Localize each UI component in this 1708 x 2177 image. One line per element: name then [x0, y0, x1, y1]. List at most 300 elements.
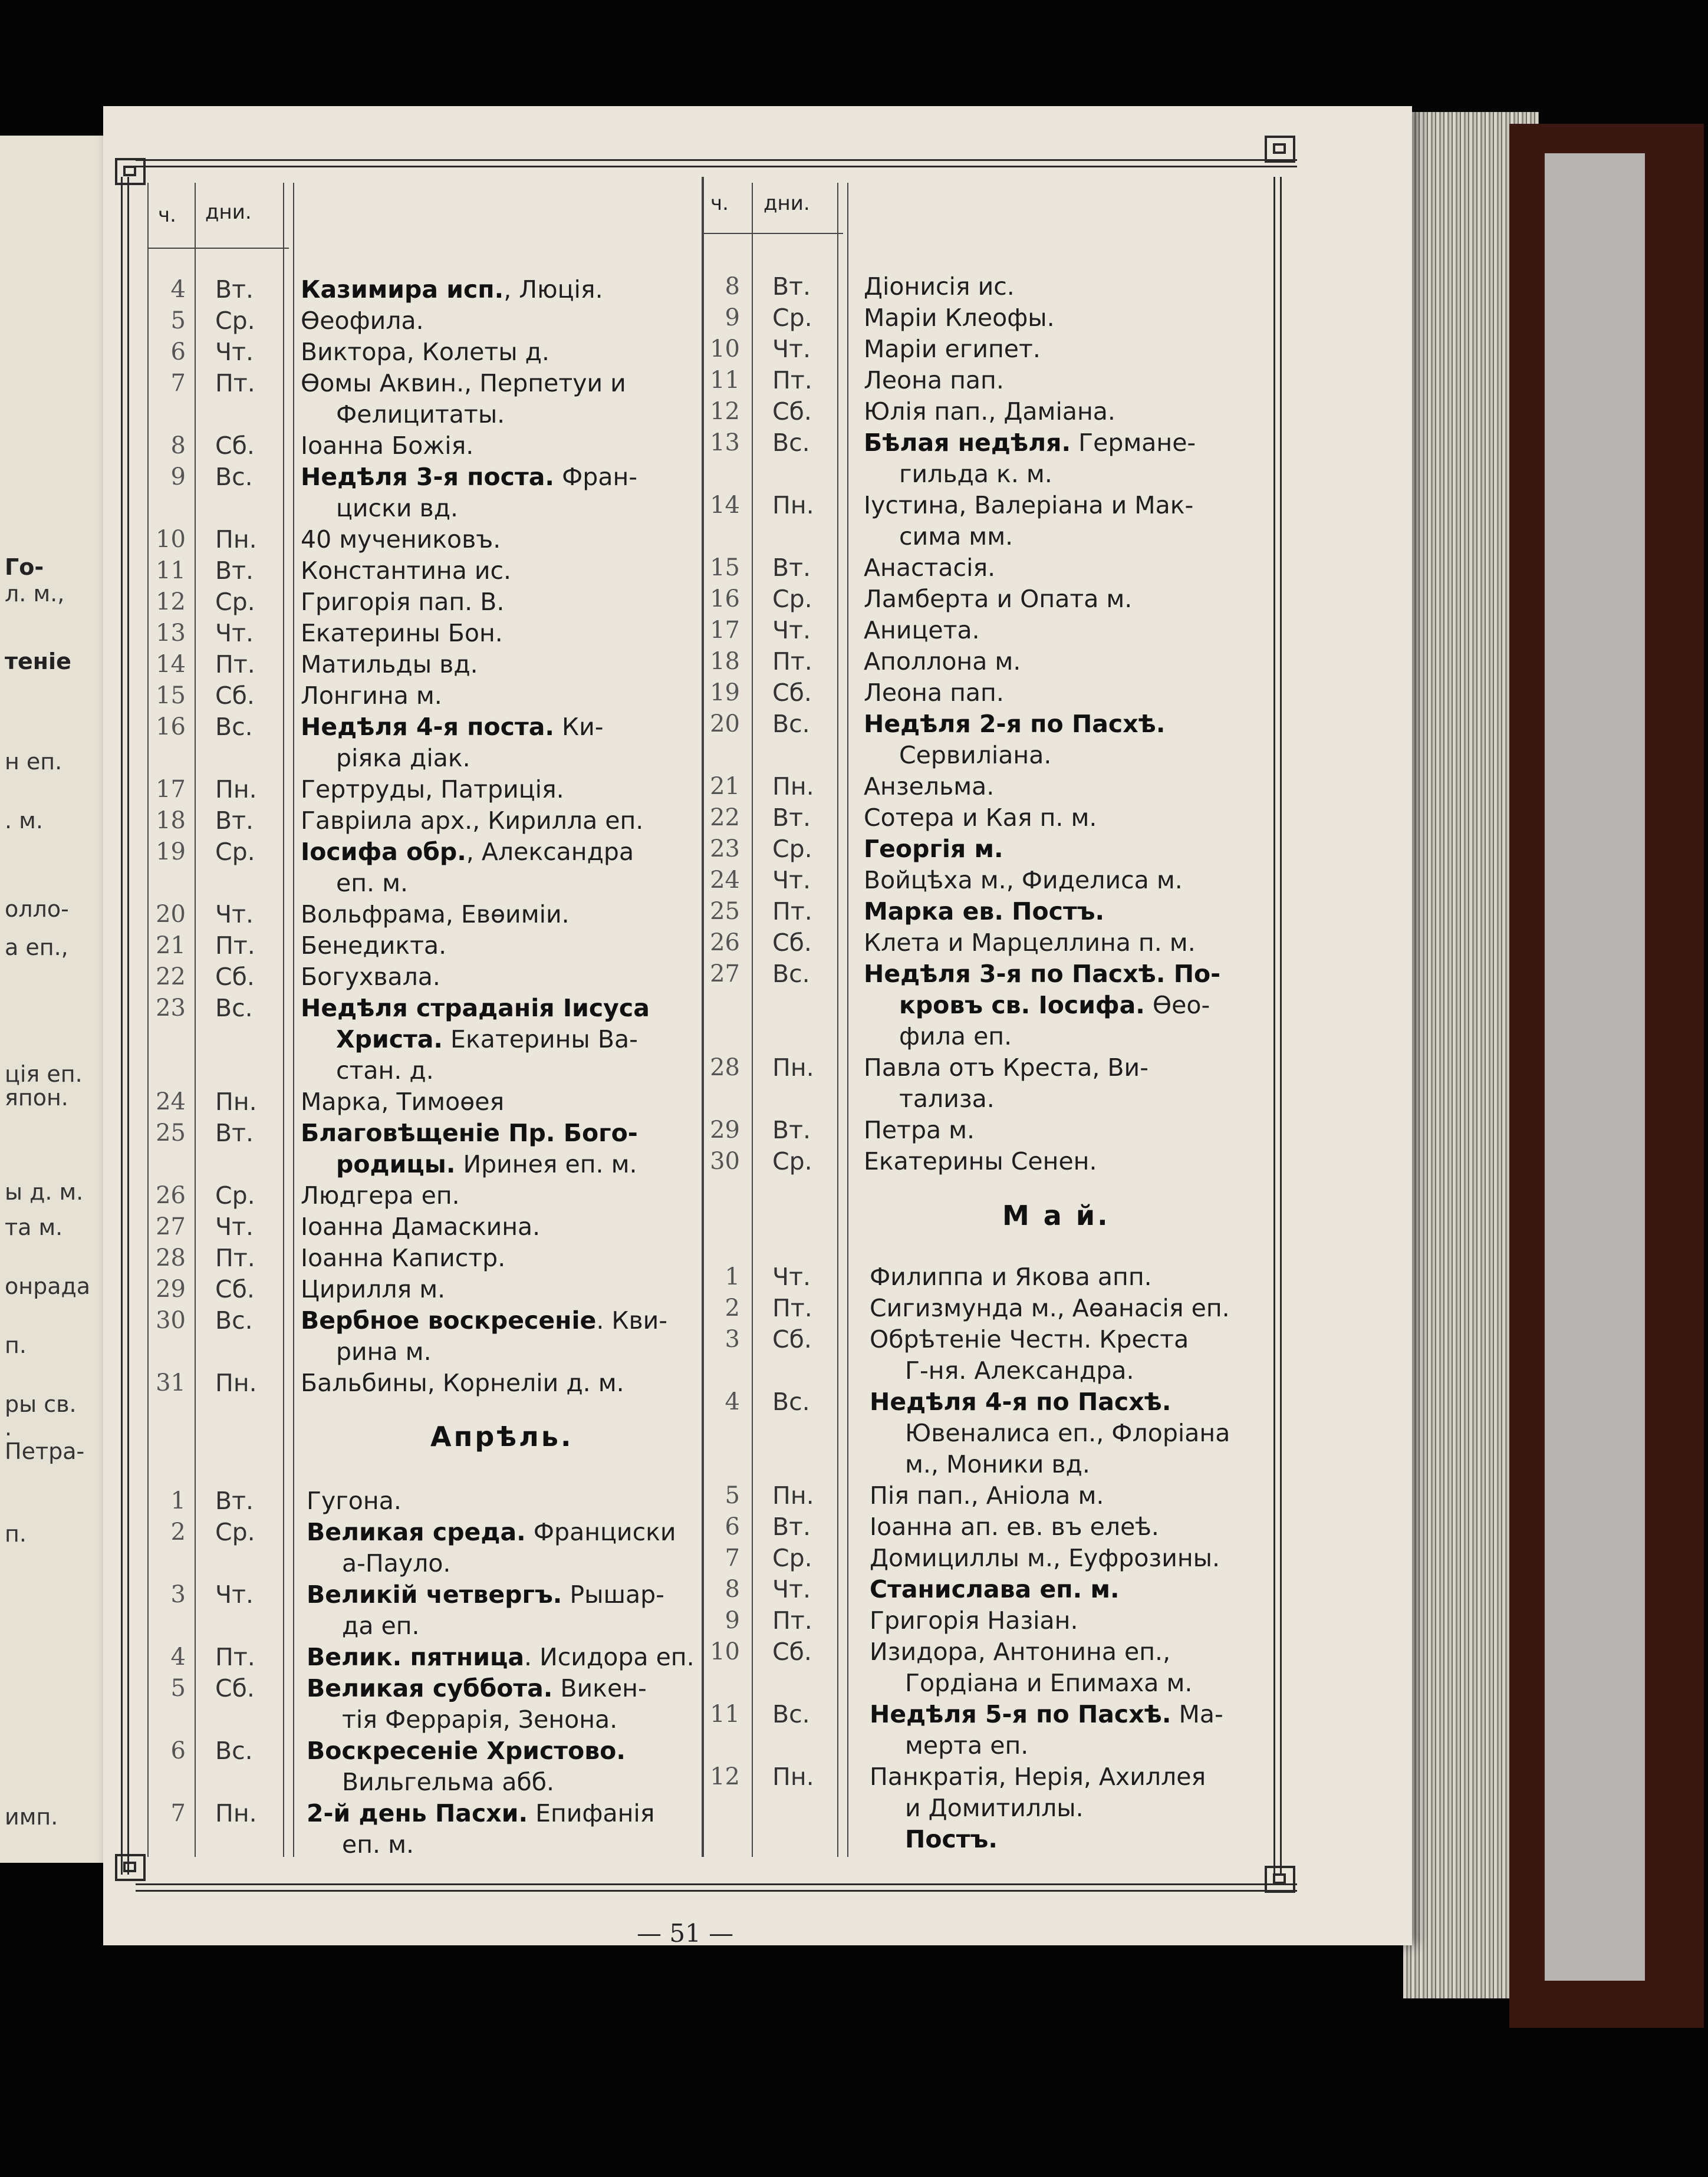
saint-name: еп. м. — [342, 1830, 414, 1859]
day-number: 4 — [170, 276, 186, 303]
saint-name: Ламберта и Опата м. — [864, 585, 1133, 613]
weekday: Вт. — [772, 1513, 811, 1541]
weekday: Сб. — [215, 681, 255, 710]
saint-name: Вольфрама, Евѳиміи. — [301, 900, 570, 928]
saint-name: Домициллы м., Еуфрозины. — [870, 1544, 1220, 1572]
saint-name: Анзельма. — [864, 772, 995, 801]
weekday: Пт. — [772, 1294, 812, 1322]
weekday: Пн. — [215, 1369, 257, 1397]
weekday: Ср. — [772, 304, 812, 332]
day-number: 8 — [170, 432, 186, 459]
feast-name-bold: Христа. — [336, 1025, 443, 1053]
saint-name: Леона пап. — [864, 366, 1004, 394]
saint-names — [307, 1486, 402, 1516]
weekday: Вс. — [215, 1306, 253, 1335]
saint-name: еп. м. — [336, 869, 409, 897]
weekday: Ср. — [215, 588, 255, 616]
saint-name: Юлія пап., Даміана. — [864, 397, 1115, 426]
saint-names — [307, 1798, 654, 1829]
corner-ornament-top-left — [115, 158, 146, 185]
saint-names — [301, 274, 603, 305]
cover-endpaper — [1545, 153, 1645, 1981]
day-number: 22 — [710, 804, 740, 831]
saint-name: Анастасія. — [864, 554, 996, 582]
saint-names — [864, 709, 1165, 739]
saint-names — [864, 615, 980, 645]
saint-name: Ѳомы Аквин., Перпетуи и — [301, 369, 626, 397]
saint-names — [301, 1243, 505, 1273]
saint-name: сима мм. — [899, 522, 1013, 551]
day-number: 30 — [710, 1148, 740, 1175]
facing-page-text-fragment: онрада — [5, 1273, 91, 1299]
day-number: 2 — [725, 1295, 740, 1322]
day-number: 18 — [710, 648, 740, 675]
saint-name: Гертруды, Патриція. — [301, 775, 564, 803]
day-number: 6 — [170, 1737, 186, 1764]
saint-names — [301, 555, 511, 586]
day-number: 8 — [725, 1576, 740, 1603]
saint-name: Ѳеофила. — [301, 307, 424, 335]
weekday: Ср. — [215, 1181, 255, 1210]
saint-name: Цирилля м. — [301, 1275, 446, 1303]
facing-page-text-fragment: ція еп. — [5, 1061, 83, 1087]
saint-names — [864, 927, 1196, 958]
corner-ornament-top-right — [1265, 136, 1295, 163]
facing-page-text-fragment: п. — [5, 1521, 27, 1547]
day-number: 9 — [170, 463, 186, 490]
saint-names — [307, 1673, 647, 1704]
saint-name: Бальбины, Корнеліи д. м. — [301, 1369, 624, 1397]
saint-name: тія Феррарія, Зенона. — [342, 1705, 618, 1734]
saint-name: Іоанна ап. ев. въ елеѣ. — [870, 1513, 1159, 1541]
column-rule — [752, 183, 753, 1857]
frame-bottom-border — [136, 1883, 1297, 1892]
calendar-page — [103, 106, 1412, 1945]
facing-page-text-fragment: олло- — [5, 896, 69, 922]
weekday: Сб. — [215, 432, 255, 460]
feast-name-bold: Марка ев. Постъ. — [864, 897, 1105, 926]
saint-names — [864, 365, 1004, 396]
saint-names — [864, 584, 1132, 614]
saint-names-continued — [899, 990, 1210, 1020]
saint-name: Екатерины Бон. — [301, 619, 503, 647]
saint-names — [301, 961, 440, 992]
header-rule — [702, 233, 843, 234]
weekday: Ср. — [215, 838, 255, 866]
saint-names — [301, 430, 473, 461]
saint-names-continued — [336, 1024, 638, 1055]
day-number: 28 — [710, 1054, 740, 1081]
saint-name: и Домитиллы. — [905, 1794, 1084, 1822]
day-number: 6 — [170, 338, 186, 365]
saint-name: циски вд. — [336, 494, 459, 522]
day-number: 11 — [710, 1701, 740, 1728]
saint-name: Маріи Клеофы. — [864, 304, 1055, 332]
day-number: 12 — [710, 398, 740, 425]
day-number: 20 — [156, 901, 186, 928]
saint-name: Ма- — [1171, 1700, 1223, 1728]
saint-name: стан. д. — [336, 1056, 434, 1085]
day-number: 22 — [156, 963, 186, 990]
weekday: Ср. — [772, 1544, 812, 1572]
weekday: Пт. — [215, 931, 255, 960]
saint-names — [301, 774, 564, 805]
weekday: Пн. — [772, 1053, 814, 1082]
saint-names-continued — [336, 1336, 432, 1367]
weekday: Ср. — [772, 585, 812, 613]
feast-name-bold: родицы. — [336, 1150, 456, 1178]
weekday: Пт. — [215, 369, 255, 397]
day-number: 6 — [725, 1513, 740, 1540]
day-number: 31 — [156, 1369, 186, 1397]
facing-page-text-fragment: ры св. — [5, 1391, 77, 1417]
weekday: Сб. — [772, 1325, 812, 1353]
day-number: 7 — [725, 1544, 740, 1572]
saint-names — [870, 1386, 1171, 1417]
saint-name: Екатерины Ва- — [443, 1025, 638, 1053]
saint-names — [864, 959, 1220, 989]
frame-top-border — [136, 159, 1297, 167]
feast-name-bold: Казимира исп. — [301, 275, 504, 304]
feast-name-bold: Георгія м. — [864, 835, 1003, 863]
saint-names-continued — [336, 399, 505, 430]
saint-name: , Александра — [466, 838, 634, 866]
weekday: Пн. — [772, 491, 814, 519]
day-number: 26 — [156, 1182, 186, 1209]
saint-names-continued — [336, 1055, 434, 1086]
saint-names-continued — [905, 1355, 1134, 1386]
frame-right-border — [1273, 177, 1282, 1875]
day-number: 4 — [170, 1644, 186, 1671]
saint-names-continued — [905, 1824, 998, 1855]
feast-name-bold: Іосифа обр. — [301, 838, 466, 866]
saint-name: Діонисія ис. — [864, 272, 1015, 301]
feast-name-bold: Великій четвергъ. — [307, 1580, 562, 1609]
weekday: Чт. — [772, 1575, 811, 1603]
saint-name: мерта еп. — [905, 1731, 1029, 1760]
weekday: Пн. — [772, 772, 814, 801]
saint-name: Клета и Марцеллина п. м. — [864, 928, 1196, 957]
saint-name: Франциски — [525, 1518, 676, 1546]
saint-name: Константина ис. — [301, 556, 512, 585]
day-number: 8 — [725, 273, 740, 300]
corner-ornament-bottom-right — [1265, 1866, 1295, 1893]
weekday: Пн. — [215, 525, 257, 554]
saint-name: Викен- — [552, 1674, 647, 1702]
header-weekday: дни. — [764, 192, 810, 215]
saint-names-continued — [905, 1449, 1090, 1480]
day-number: 5 — [170, 307, 186, 334]
facing-page-text-fragment: имп. — [5, 1804, 58, 1830]
day-number: 12 — [156, 588, 186, 615]
weekday: Чт. — [215, 338, 254, 366]
saint-names-continued — [336, 1149, 637, 1180]
saint-name: Епифанія — [528, 1799, 655, 1827]
day-number: 15 — [710, 554, 740, 581]
saint-names — [864, 1146, 1097, 1177]
day-number: 16 — [156, 713, 186, 740]
saint-name: Гордіана и Епимаха м. — [905, 1669, 1193, 1697]
saint-names — [301, 993, 650, 1023]
weekday: Вс. — [215, 463, 253, 491]
feast-name-bold: Вербное воскресеніе — [301, 1306, 597, 1335]
weekday: Вс. — [772, 710, 810, 738]
weekday: Чт. — [215, 1580, 254, 1609]
saint-name: Павла отъ Креста, Ви- — [864, 1053, 1148, 1082]
saint-names — [301, 836, 634, 867]
saint-names — [864, 490, 1193, 521]
saint-name: Фелицитаты. — [336, 400, 505, 429]
saint-names — [870, 1636, 1170, 1667]
saint-names — [301, 462, 637, 492]
weekday: Вс. — [772, 1388, 810, 1416]
day-number: 13 — [156, 620, 186, 647]
day-number: 16 — [710, 585, 740, 612]
weekday: Вт. — [215, 1487, 254, 1515]
saint-name: Аницета. — [864, 616, 980, 644]
saint-names — [870, 1699, 1223, 1730]
page-number: — 51 — — [637, 1919, 734, 1948]
saint-names — [864, 427, 1196, 458]
day-number: 24 — [710, 867, 740, 894]
feast-name-bold: Великая суббота. — [307, 1674, 553, 1702]
weekday: Чт. — [215, 1213, 254, 1241]
header-rule — [147, 248, 289, 249]
weekday: Вт. — [215, 275, 254, 304]
saint-name: Маріи египет. — [864, 335, 1041, 363]
saint-name: ріяка діак. — [336, 744, 470, 772]
day-number: 7 — [170, 370, 186, 397]
saint-names — [864, 896, 1104, 927]
saint-names-continued — [899, 1021, 1012, 1052]
saint-name: Иринея еп. м. — [455, 1150, 637, 1178]
weekday: Вт. — [215, 1119, 254, 1147]
weekday: Пн. — [772, 1763, 814, 1791]
saint-name: м., Моники вд. — [905, 1450, 1090, 1478]
saint-name: Ювеналиса еп., Флоріана — [905, 1419, 1230, 1447]
saint-name: Войцѣха м., Фиделиса м. — [864, 866, 1183, 894]
saint-name: Григорія пап. В. — [301, 588, 505, 616]
saint-name: Виктора, Колеты д. — [301, 338, 550, 366]
weekday: Пн. — [772, 1481, 814, 1510]
saint-name: Петра м. — [864, 1116, 975, 1144]
facing-page-edge — [0, 136, 116, 1863]
weekday: Пт. — [215, 1643, 255, 1671]
day-number: 7 — [170, 1800, 186, 1827]
weekday: Пт. — [772, 366, 812, 394]
saint-names — [870, 1262, 1152, 1292]
day-number: 2 — [170, 1519, 186, 1546]
weekday: Сб. — [772, 397, 812, 426]
feast-name-bold: Недѣля 5-я по Пасхѣ. — [870, 1700, 1171, 1728]
saint-names-continued — [899, 1083, 995, 1114]
weekday: Ср. — [772, 1147, 812, 1175]
weekday: Чт. — [215, 619, 254, 647]
saint-name: Панкратія, Нерія, Ахиллея — [870, 1763, 1206, 1791]
saint-names — [301, 1180, 460, 1211]
saint-names — [864, 865, 1183, 895]
day-number: 23 — [156, 994, 186, 1022]
saint-names — [301, 587, 504, 617]
weekday: Вт. — [215, 556, 254, 585]
day-number: 25 — [156, 1119, 186, 1147]
day-number: 29 — [156, 1276, 186, 1303]
saint-names — [870, 1324, 1189, 1355]
day-number: 4 — [725, 1388, 740, 1415]
day-number: 17 — [156, 776, 186, 803]
facing-page-text-fragment: . — [5, 1415, 12, 1441]
day-number: 21 — [710, 773, 740, 800]
saint-names — [870, 1480, 1104, 1511]
saint-name: тализа. — [899, 1085, 995, 1113]
saint-names — [870, 1761, 1206, 1792]
saint-names — [307, 1642, 695, 1672]
saint-name: Германе- — [1071, 429, 1196, 457]
book-cover — [1509, 124, 1704, 2028]
saint-names — [864, 834, 1003, 864]
saint-names — [864, 677, 1004, 708]
saint-name: Іоанна Капистр. — [301, 1244, 506, 1272]
saint-names-continued — [336, 493, 458, 523]
saint-names — [301, 680, 442, 711]
weekday: Вт. — [215, 806, 254, 835]
saint-name: , Люція. — [503, 275, 603, 304]
weekday: Вс. — [772, 1700, 810, 1728]
feast-name-bold: Недѣля 4-я по Пасхѣ. — [870, 1388, 1171, 1416]
facing-page-text-fragment: . м. — [5, 808, 43, 834]
saint-names-continued — [899, 521, 1013, 552]
feast-name-bold: Великая среда. — [307, 1518, 526, 1546]
saint-name: Матильды вд. — [301, 650, 478, 679]
saint-names — [864, 334, 1041, 364]
feast-name-bold: Бѣлая недѣля. — [864, 429, 1071, 457]
saint-names — [301, 305, 424, 336]
saint-names — [864, 1115, 975, 1145]
saint-names — [864, 1052, 1148, 1083]
facing-page-text-fragment: япон. — [5, 1085, 68, 1111]
saint-name: Сигизмунда м., Аѳанасія еп. — [870, 1294, 1230, 1322]
saint-name: Аполлона м. — [864, 647, 1021, 676]
saint-names — [307, 1579, 664, 1610]
saint-names — [864, 302, 1055, 333]
weekday: Сб. — [215, 1674, 255, 1702]
weekday: Ср. — [215, 307, 255, 335]
saint-names — [301, 712, 604, 742]
weekday: Пт. — [215, 650, 255, 679]
day-number: 25 — [710, 898, 740, 925]
feast-name-bold: Станислава еп. м. — [870, 1575, 1120, 1603]
header-day-number: ч. — [710, 192, 729, 215]
saint-name: Леона пап. — [864, 679, 1004, 707]
saint-name: . Исидора еп. — [524, 1643, 695, 1671]
day-number: 14 — [156, 651, 186, 678]
weekday: Вс. — [772, 429, 810, 457]
weekday: Вт. — [772, 803, 811, 832]
saint-names — [870, 1511, 1159, 1542]
day-number: 27 — [710, 960, 740, 987]
weekday: Сб. — [215, 963, 255, 991]
day-number: 10 — [710, 335, 740, 363]
saint-names — [301, 649, 478, 680]
saint-name: 40 мучениковъ. — [301, 525, 501, 554]
saint-name: фила еп. — [899, 1022, 1012, 1050]
feast-name-bold: Воскресеніе Христово. — [307, 1737, 626, 1765]
day-number: 11 — [156, 557, 186, 584]
feast-name-bold: Велик. пятница — [307, 1643, 525, 1671]
day-number: 15 — [156, 682, 186, 709]
saint-names-continued — [342, 1704, 617, 1735]
saint-name: Богухвала. — [301, 963, 440, 991]
saint-names — [864, 646, 1021, 677]
day-number: 11 — [710, 367, 740, 394]
saint-names-continued — [342, 1610, 420, 1641]
saint-name: Вильгельма абб. — [342, 1768, 555, 1796]
saint-name: Іоанна Божія. — [301, 432, 474, 460]
weekday: Пт. — [772, 647, 812, 676]
saint-name: Изидора, Антонина еп., — [870, 1638, 1171, 1666]
weekday: Сб. — [772, 928, 812, 957]
saint-names — [870, 1605, 1078, 1636]
saint-names-continued — [899, 740, 1051, 770]
saint-names-continued — [336, 743, 470, 773]
weekday: Чт. — [772, 866, 811, 894]
saint-name: Филиппа и Якова апп. — [870, 1263, 1152, 1291]
day-number: 1 — [170, 1487, 186, 1514]
saint-names — [301, 1368, 624, 1398]
saint-names-continued — [342, 1767, 554, 1797]
day-number: 19 — [710, 679, 740, 706]
day-number: 20 — [710, 710, 740, 737]
saint-names — [864, 271, 1015, 302]
saint-names — [301, 1305, 667, 1336]
weekday: Сб. — [772, 679, 812, 707]
saint-names-continued — [905, 1418, 1230, 1448]
day-number: 13 — [710, 429, 740, 456]
saint-names — [307, 1517, 676, 1547]
saint-names — [301, 1118, 638, 1148]
saint-names — [864, 396, 1115, 427]
saint-names-continued — [899, 459, 1052, 489]
column-rule — [847, 183, 848, 1857]
weekday: Пн. — [215, 1088, 257, 1116]
day-number: 3 — [725, 1326, 740, 1353]
day-number: 23 — [710, 835, 740, 862]
weekday: Вс. — [772, 960, 810, 988]
saint-names — [301, 337, 549, 367]
header-day-number: ч. — [158, 203, 176, 227]
day-number: 17 — [710, 617, 740, 644]
saint-names — [301, 368, 626, 398]
saint-names — [864, 552, 995, 583]
saint-names — [301, 805, 643, 836]
day-number: 9 — [725, 1607, 740, 1634]
feast-name-bold: Недѣля 4-я поста. — [301, 713, 554, 741]
saint-name: Марка, Тимоѳея — [301, 1088, 505, 1116]
weekday: Чт. — [772, 1263, 811, 1291]
weekday: Пт. — [215, 1244, 255, 1272]
weekday: Чт. — [772, 335, 811, 363]
saint-name: . Кви- — [596, 1306, 668, 1335]
weekday: Вт. — [772, 554, 811, 582]
feast-name-bold: 2-й день Пасхи. — [307, 1799, 528, 1827]
day-number: 21 — [156, 932, 186, 959]
day-number: 30 — [156, 1307, 186, 1334]
day-number: 5 — [725, 1482, 740, 1509]
feast-name-bold: Постъ. — [905, 1825, 998, 1853]
weekday: Ср. — [215, 1518, 255, 1546]
saint-names — [301, 1211, 540, 1242]
saint-name: Сервиліана. — [899, 741, 1052, 769]
